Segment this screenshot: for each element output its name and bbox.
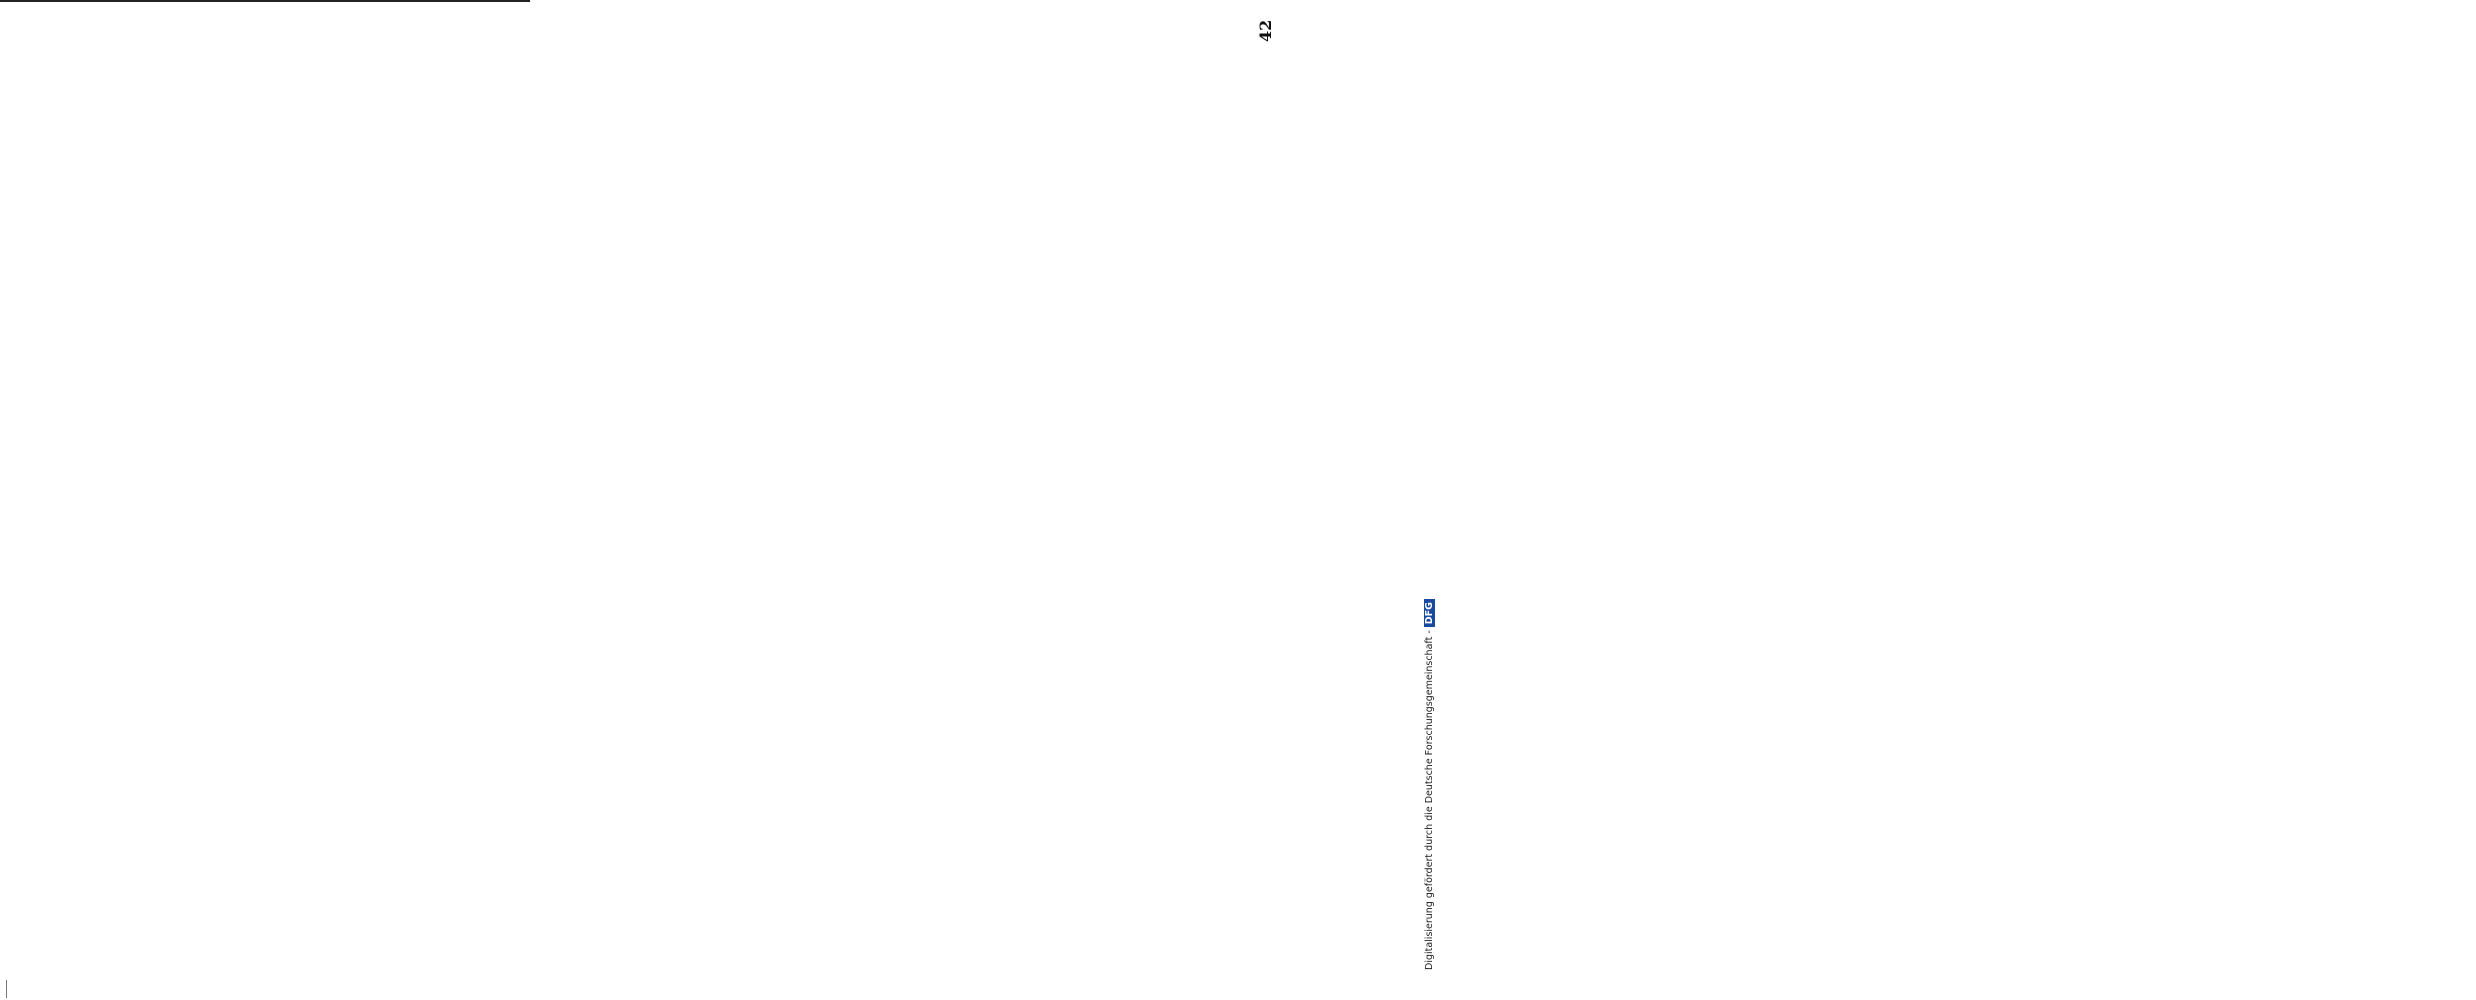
margin-mark (6, 980, 7, 998)
page-number: 42 (1256, 19, 1275, 42)
digitization-credit (1424, 410, 1435, 970)
credit-text: Digitalisierung gefördert durch die Deutsche Forschungsgemeinschaft - (1424, 630, 1435, 970)
dfg-logo: DFG (1424, 599, 1435, 627)
rotated-content (1256, 0, 2476, 42)
running-header (1256, 0, 1282, 42)
top-rule (0, 0, 530, 2)
